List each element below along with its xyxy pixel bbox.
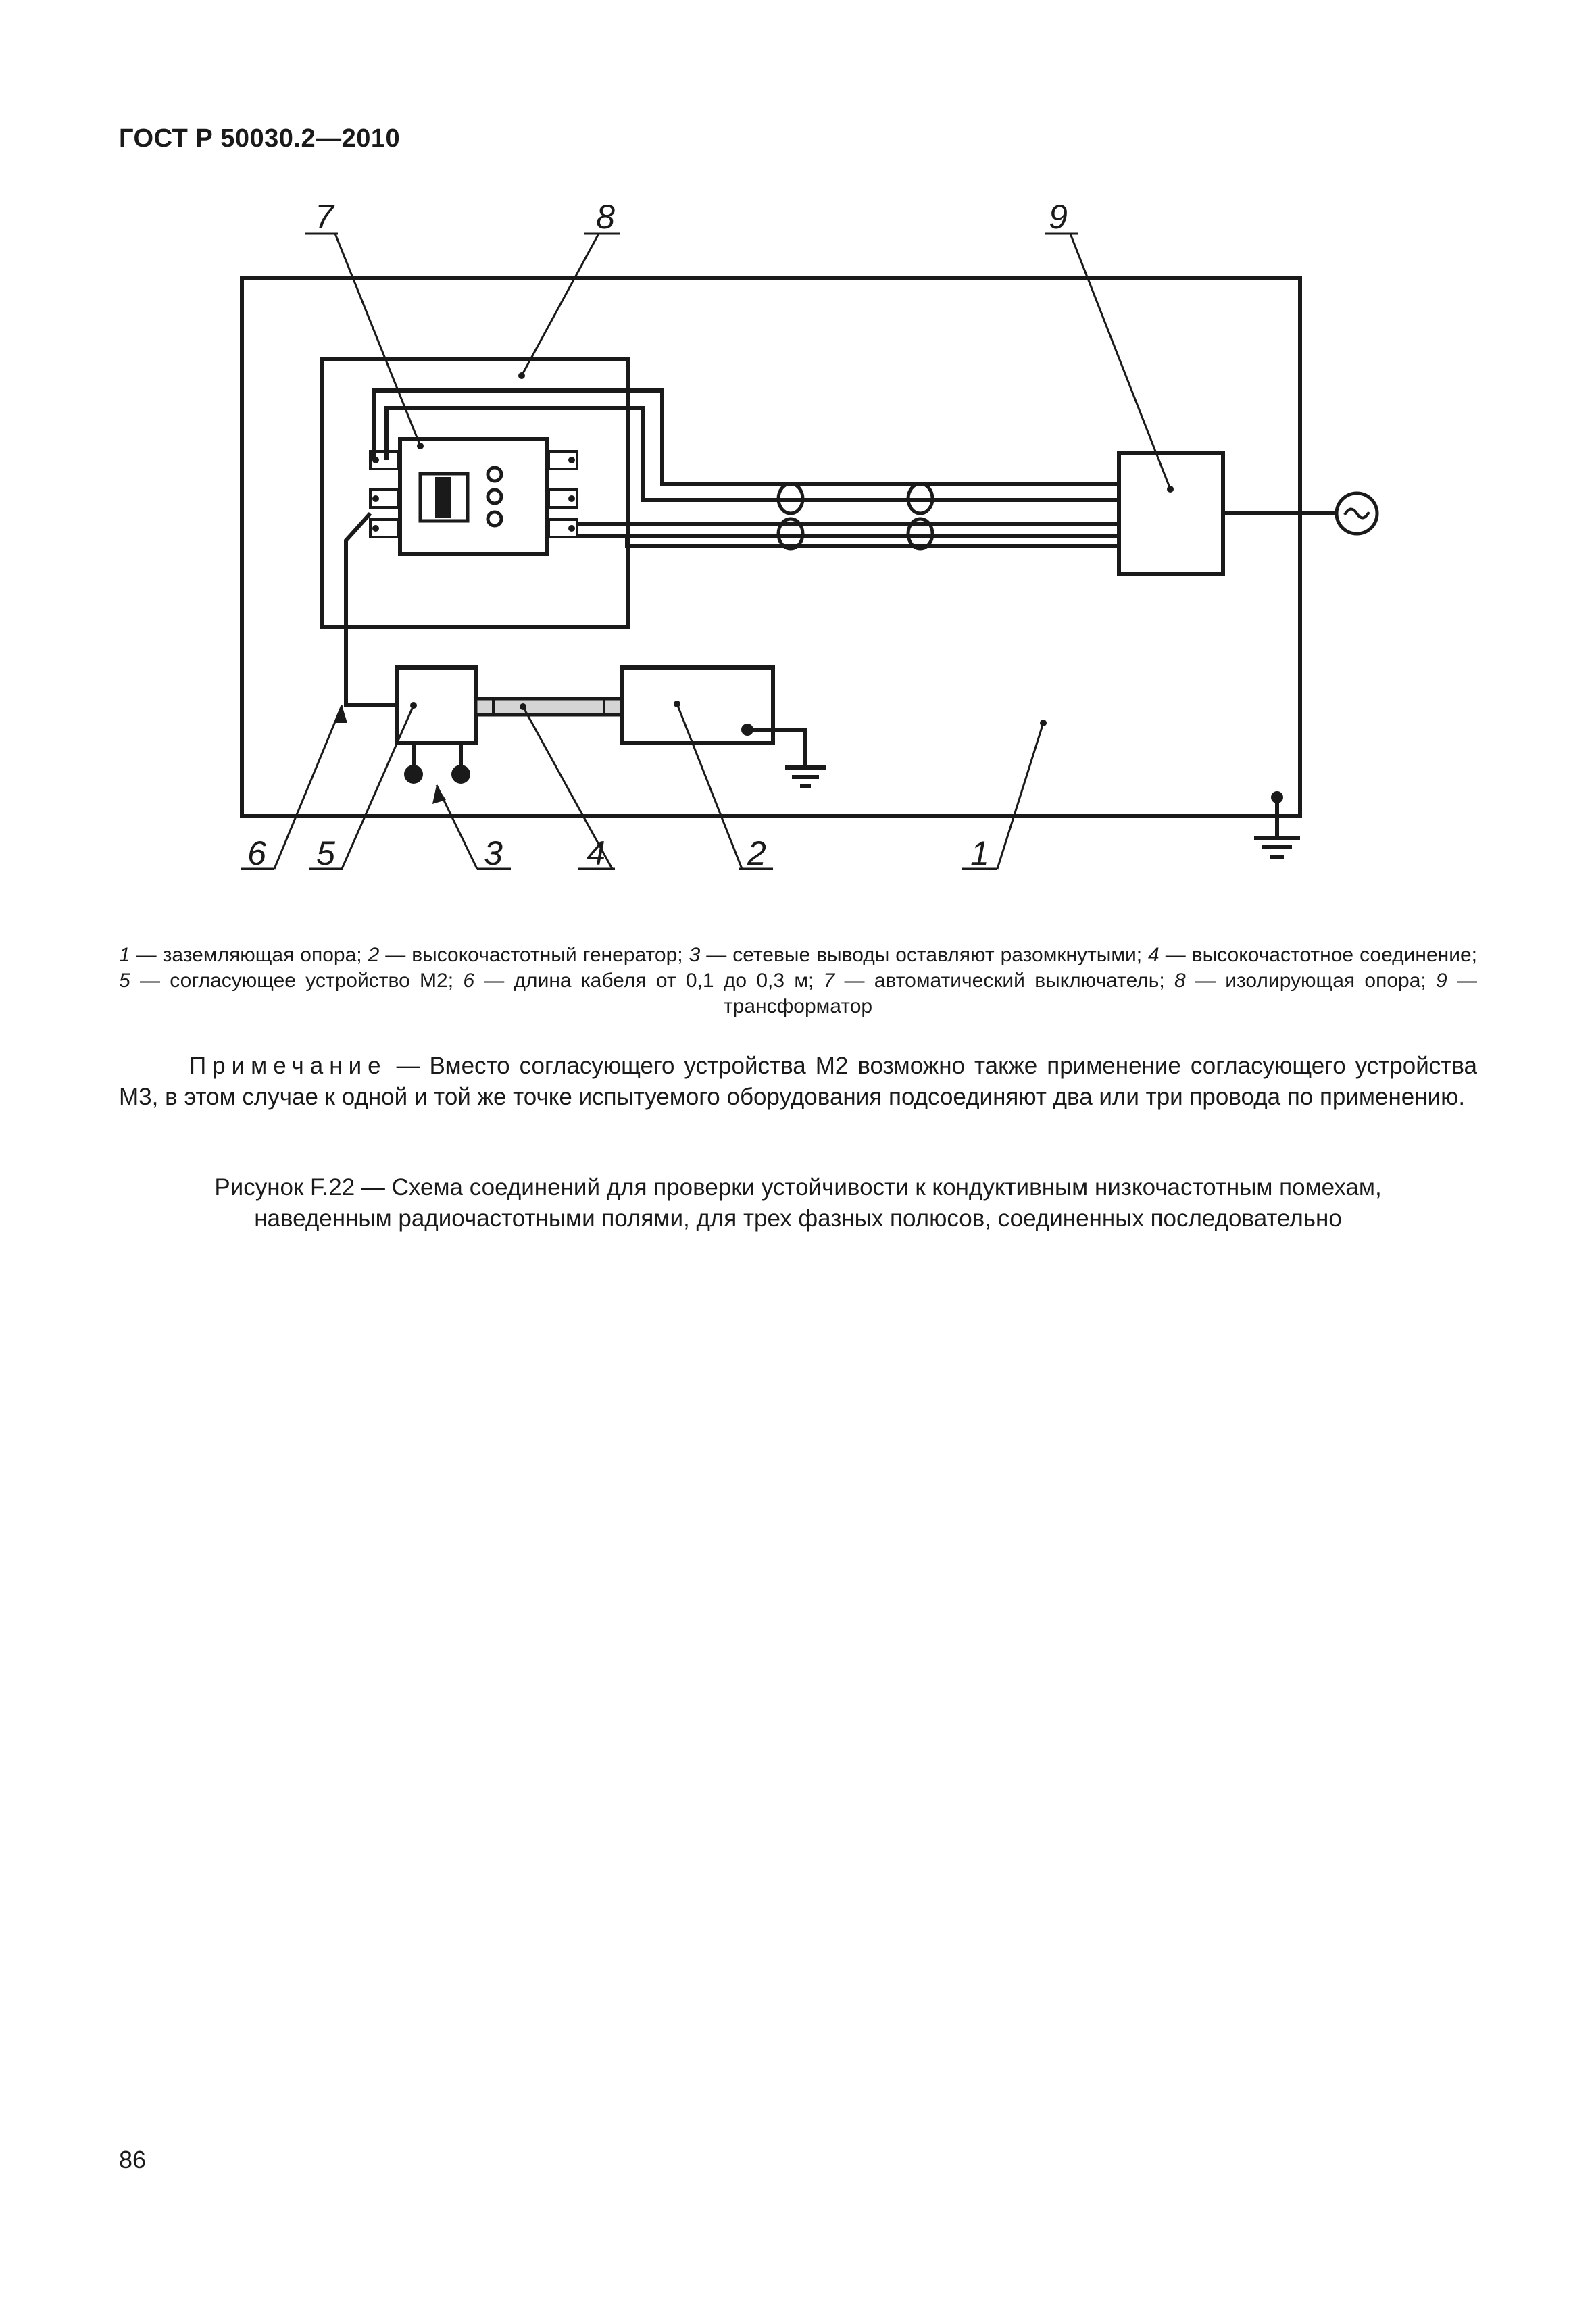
- callout-2: 2: [747, 834, 766, 872]
- callout-7: 7: [315, 198, 334, 236]
- document-header: ГОСТ Р 50030.2—2010: [119, 124, 401, 153]
- sine-wave: [1345, 509, 1369, 518]
- callout-1: 1: [970, 834, 989, 872]
- legend-item: 9 — трансформатор: [723, 970, 1477, 1017]
- caption-line-2: наведенным радиочастотными полями, для трех фазных полюсов, соединенных последовательно: [254, 1205, 1342, 1232]
- note-text: — Вместо согласующего устройства М2 возможно также применение согласующего устройства М3, в этом случае к одной и той же точке испытуемого оборудования подсоединяют два или три провода по применению.: [119, 1053, 1477, 1110]
- figure-legend: [119, 942, 1477, 1020]
- matching-device: [397, 668, 476, 743]
- caption-line-1: Рисунок F.22 — Схема соединений для проверки устойчивости к кондуктивным низкочастотным помехам,: [214, 1174, 1382, 1201]
- legend-item: 8 — изолирующая опора;: [1174, 970, 1437, 992]
- figure-note: [119, 1051, 1477, 1113]
- callout-8: 8: [596, 198, 615, 236]
- callout-4: 4: [587, 834, 605, 872]
- legend-item: 1 — заземляющая опора;: [119, 944, 368, 966]
- circuit-breaker: [400, 439, 547, 554]
- connection-diagram: [0, 0, 1596, 899]
- generator-ground-wire: [747, 730, 805, 766]
- callout-5: 5: [316, 834, 335, 872]
- callout-3: 3: [484, 834, 503, 872]
- note-label: Примечание: [189, 1053, 387, 1079]
- mains-terminal: [404, 765, 423, 784]
- hf-connection: [476, 699, 622, 715]
- mains-terminal: [451, 765, 470, 784]
- legend-item: 5 — согласующее устройство М2;: [119, 970, 464, 992]
- transformer: [1119, 453, 1223, 574]
- callout-6: 6: [247, 834, 266, 872]
- figure-caption: [119, 1172, 1477, 1234]
- legend-item: 6 — длина кабеля от 0,1 до 0,3 м;: [463, 970, 824, 992]
- callout-9: 9: [1049, 198, 1068, 236]
- legend-item: 7 — автоматический выключатель;: [823, 970, 1174, 992]
- legend-item: 3 — сетевые выводы оставляют разомкнутыми;: [689, 944, 1149, 966]
- page-number: 86: [119, 2146, 147, 2173]
- legend-item: 4 — высокочастотное соединение;: [1148, 944, 1477, 966]
- legend-item: 2 — высокочастотный генератор;: [368, 944, 689, 966]
- insulating-support: [322, 359, 628, 627]
- hf-lead-6: [346, 513, 397, 705]
